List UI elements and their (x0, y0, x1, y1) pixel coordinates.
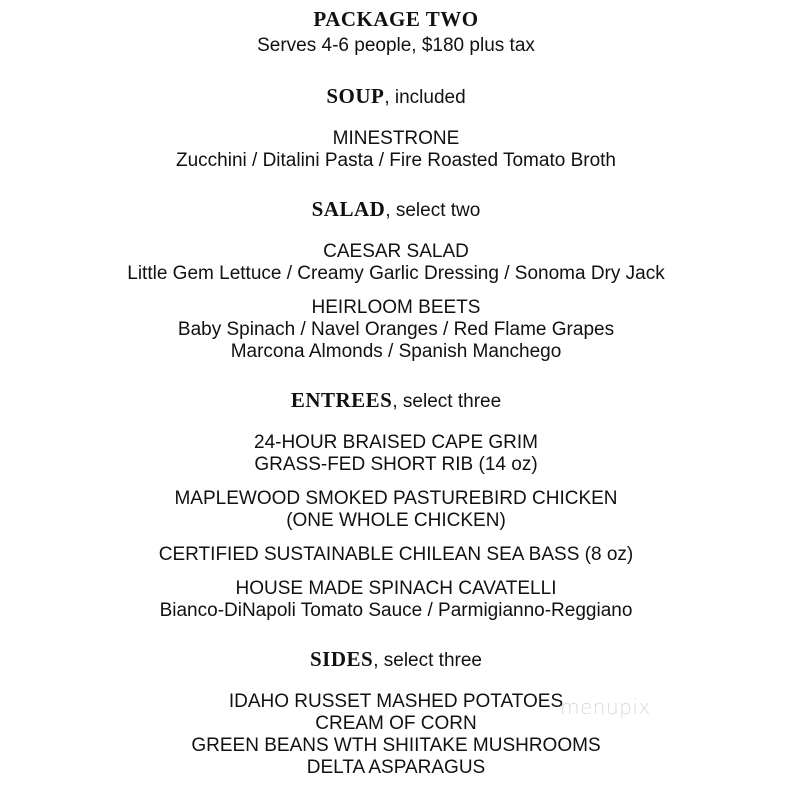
menu-item-name: HEIRLOOM BEETS (311, 297, 481, 318)
menu-item-detail: CREAM OF CORN (315, 713, 477, 734)
menu-item-detail: (ONE WHOLE CHICKEN) (286, 510, 506, 531)
menu-item (0, 578, 792, 622)
section-note: , included (384, 87, 466, 108)
menu-item (0, 544, 792, 566)
section-note: , select three (373, 650, 482, 671)
menu-item (0, 241, 792, 285)
package-title: PACKAGE TWO (313, 7, 479, 31)
menu-item (0, 691, 792, 779)
menu-item-detail: Little Gem Lettuce / Creamy Garlic Dressing / Sonoma Dry Jack (127, 263, 665, 284)
section-name: SOUP (326, 84, 385, 108)
menu-item (0, 488, 792, 532)
section-heading (0, 387, 792, 416)
menu-item (0, 128, 792, 172)
package-subtitle: Serves 4-6 people, $180 plus tax (257, 35, 535, 56)
menu-item (0, 432, 792, 476)
watermark-logo: menupix (560, 695, 651, 719)
menu-item-detail: Baby Spinach / Navel Oranges / Red Flame Grapes (177, 319, 615, 340)
package-header (0, 6, 792, 57)
menu-item-name: HOUSE MADE SPINACH CAVATELLI (235, 578, 557, 599)
section-note: , select two (385, 200, 481, 221)
menu-item-detail: GREEN BEANS WTH SHIITAKE MUSHROOMS (191, 735, 601, 756)
section-heading (0, 196, 792, 225)
menu-section-soup (0, 83, 792, 172)
menu-item-detail: GRASS-FED SHORT RIB (14 oz) (254, 454, 538, 475)
menu-item-detail: Zucchini / Ditalini Pasta / Fire Roasted Tomato Broth (175, 150, 616, 171)
menu-section-sides (0, 646, 792, 779)
menu-item (0, 297, 792, 363)
menu-section-salad (0, 196, 792, 363)
section-name: SALAD (311, 197, 386, 221)
menu-section-entrees (0, 387, 792, 622)
menu-item-name: MAPLEWOOD SMOKED PASTUREBIRD CHICKEN (174, 488, 618, 509)
menu-sections (0, 83, 792, 779)
menu-document (0, 6, 792, 803)
section-name: ENTREES (290, 388, 393, 412)
menu-item-detail: DELTA ASPARAGUS (306, 757, 486, 778)
section-name: SIDES (310, 647, 374, 671)
menu-item-detail: Bianco-DiNapoli Tomato Sauce / Parmigianno-Reggiano (159, 600, 633, 621)
menu-item-name: CERTIFIED SUSTAINABLE CHILEAN SEA BASS (8 oz) (158, 544, 634, 565)
section-heading (0, 83, 792, 112)
menu-item-detail: Marcona Almonds / Spanish Manchego (230, 341, 562, 362)
menu-item-name: 24-HOUR BRAISED CAPE GRIM (254, 432, 538, 453)
menu-item-name: MINESTRONE (332, 128, 460, 149)
section-heading (0, 646, 792, 675)
menu-item-name: CAESAR SALAD (323, 241, 469, 262)
section-note: , select three (392, 391, 502, 412)
menu-item-name: IDAHO RUSSET MASHED POTATOES (228, 691, 564, 712)
